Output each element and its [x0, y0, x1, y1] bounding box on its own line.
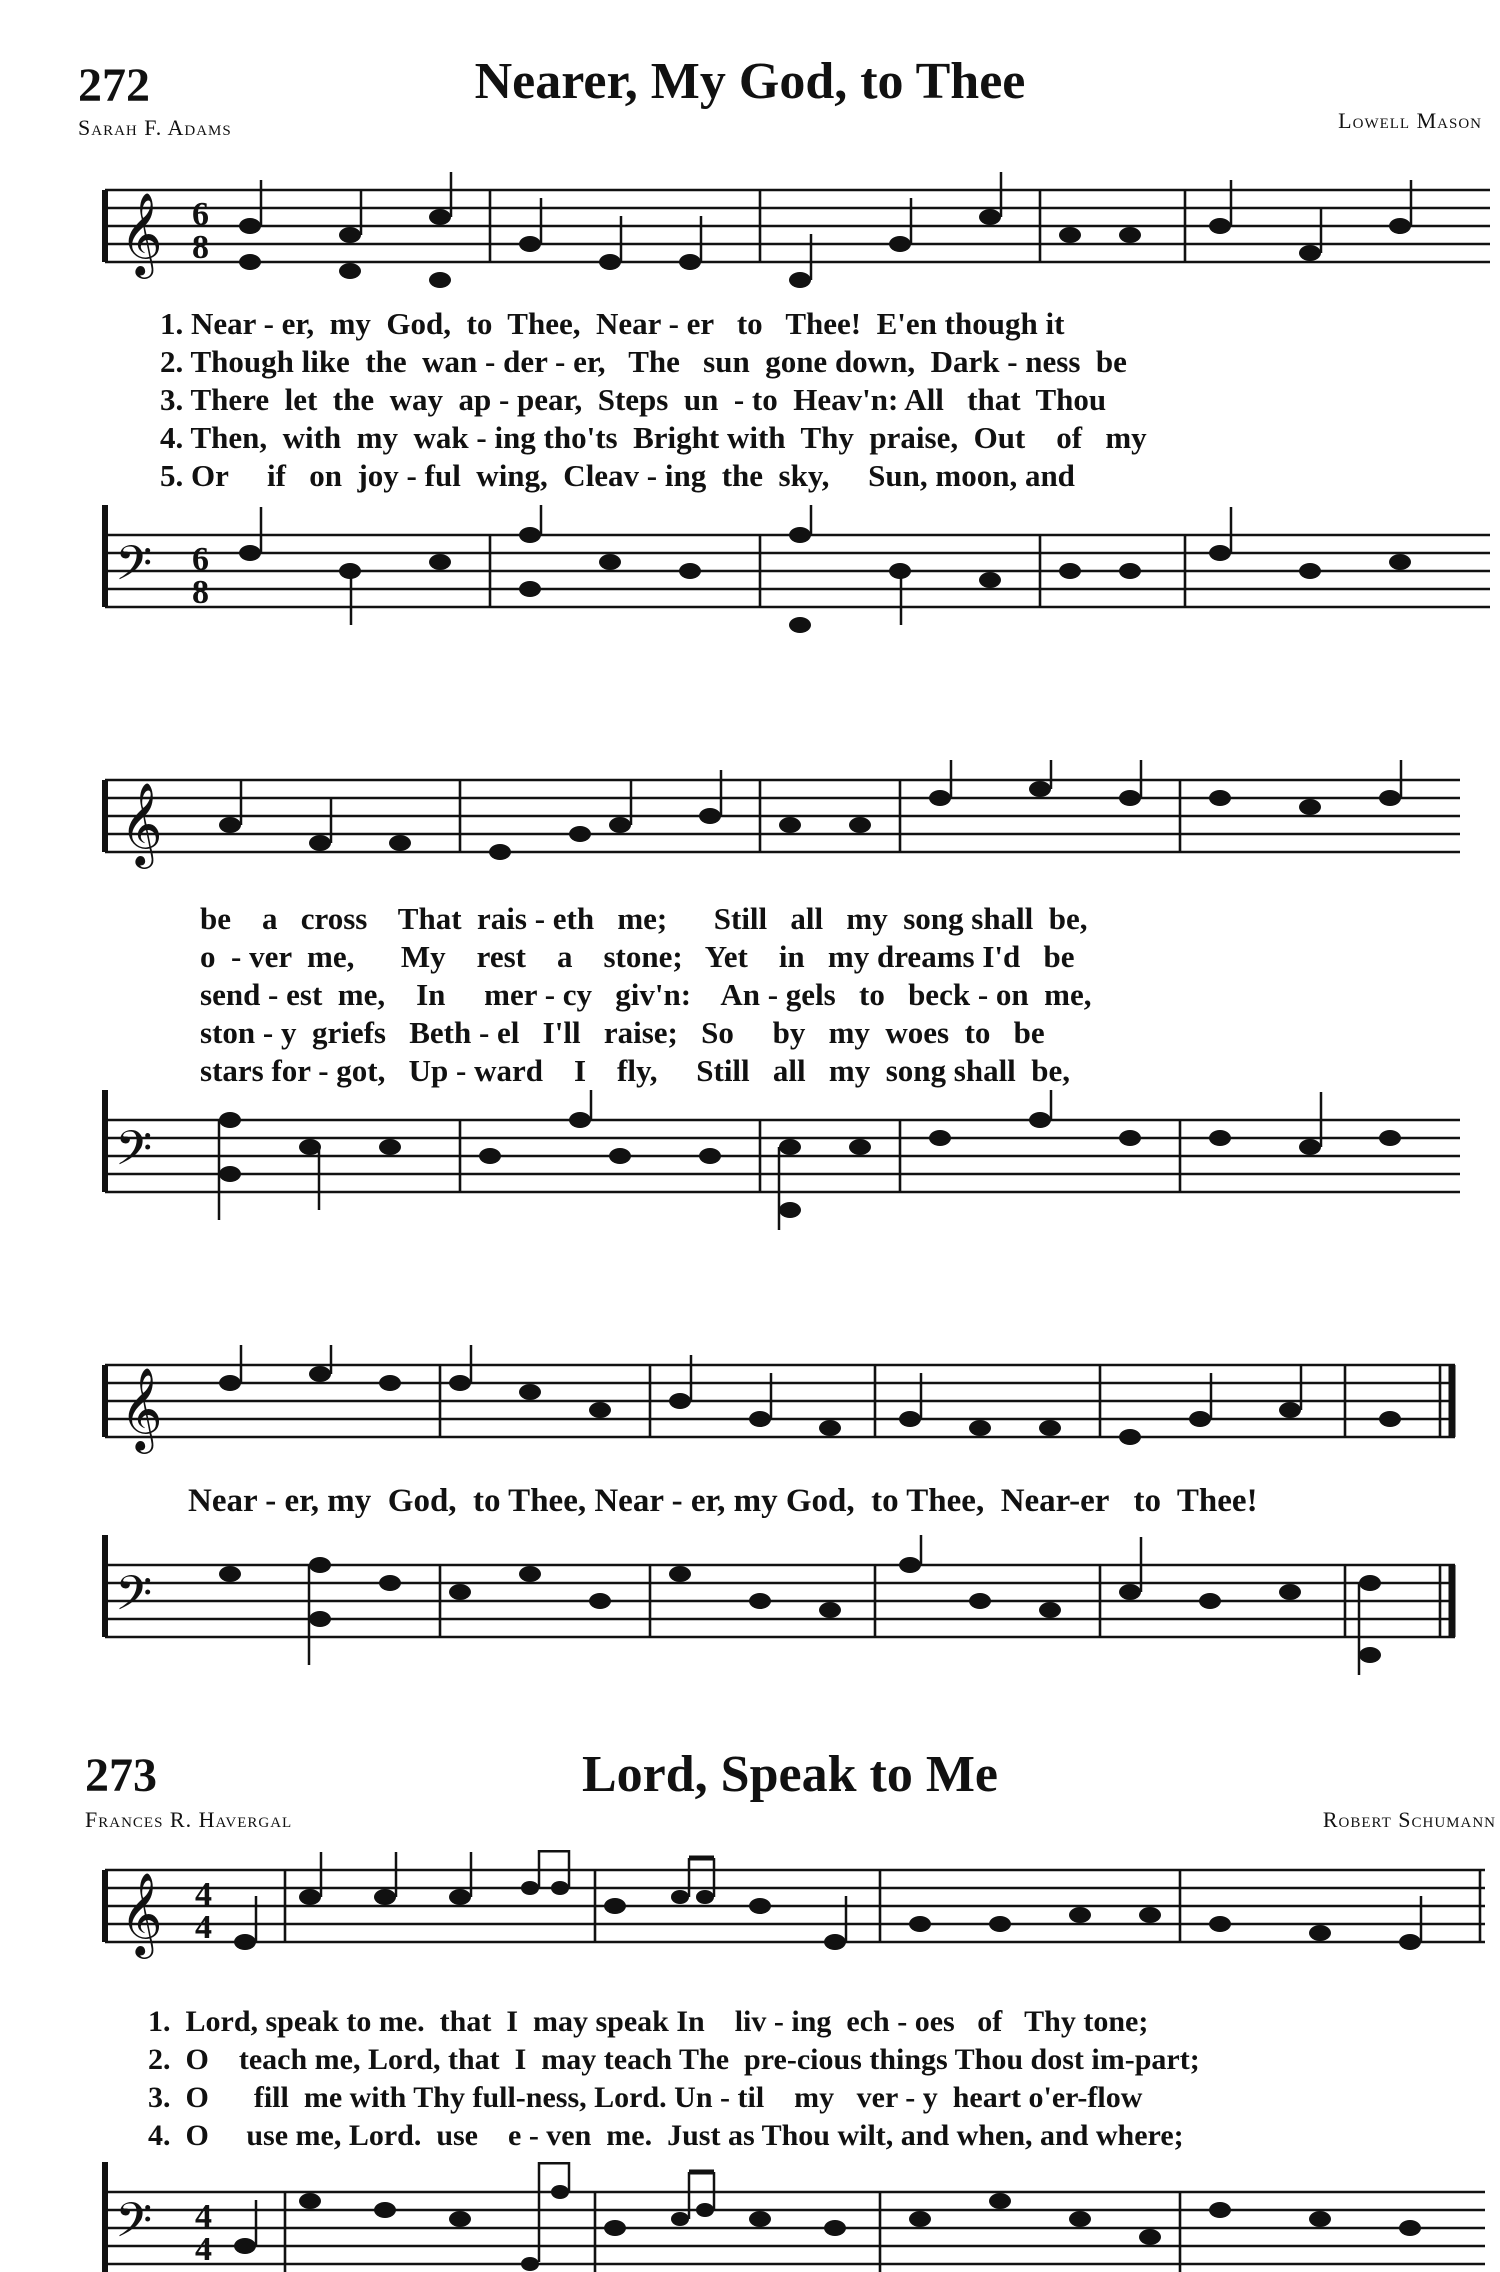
treble-staff — [0, 1345, 1500, 1485]
treble-staff — [0, 760, 1500, 900]
verse-line: 5. Or if on joy - ful wing, Cleav - ing the sky, Sun, moon, and — [160, 458, 1075, 493]
treble-clef-icon: 𝄞 — [120, 1366, 163, 1450]
svg-text:8: 8 — [192, 574, 209, 611]
words-credit: Sarah F. Adams — [78, 115, 232, 140]
verse-line: 2. O teach me, Lord, that I may teach The pre-cious things Thou dost im-part; — [148, 2043, 1200, 2076]
verse-block — [148, 2003, 1200, 2155]
treble-clef-icon: 𝄞 — [120, 191, 163, 275]
bass-clef-icon: 𝄢 — [115, 2192, 153, 2260]
verse-line: 4. Then, with my wak - ing tho'ts Bright with Thy praise, Out of my — [160, 420, 1147, 455]
bass-clef-icon: 𝄢 — [115, 1120, 153, 1188]
verse-line: o - ver me, My rest a stone; Yet in my dreams I'd be — [200, 939, 1075, 974]
refrain-line: Near - er, my God, to Thee, Near - er, my God, to Thee, Near-er to Thee! — [188, 1483, 1258, 1519]
svg-text:4: 4 — [195, 1876, 212, 1913]
svg-text:8: 8 — [192, 229, 209, 266]
verse-line: send - est me, In mer - cy giv'n: An - gels to beck - on me, — [200, 977, 1092, 1012]
treble-staff — [0, 170, 1500, 310]
verse-line: 1. Lord, speak to me. that I may speak In liv - ing ech - oes of Thy tone; — [148, 2005, 1149, 2038]
bass-staff — [0, 1535, 1500, 1685]
treble-staff — [0, 1850, 1500, 1990]
svg-text:4: 4 — [195, 1909, 212, 1946]
verse-block — [160, 305, 1147, 495]
verse-line: 3. There let the way ap - pear, Steps un - to Heav'n: All that Thou — [160, 382, 1107, 417]
verse-block — [200, 900, 1091, 1090]
verse-line: 1. Near - er, my God, to Thee, Near - er to Thee! E'en though it — [160, 306, 1065, 341]
bass-staff — [0, 1090, 1500, 1240]
hymn-title: Lord, Speak to Me — [582, 1746, 998, 1803]
bass-staff — [0, 2162, 1500, 2272]
music-credit: Lowell Mason — [1338, 108, 1482, 133]
verse-line: ston - y griefs Beth - el I'll raise; So by my woes to be — [200, 1015, 1045, 1050]
bass-staff — [0, 505, 1500, 655]
verse-line: 4. O use me, Lord. use e - ven me. Just as Thou wilt, and when, and where; — [148, 2119, 1184, 2152]
verse-line: 2. Though like the wan - der - er, The sun gone down, Dark - ness be — [160, 344, 1127, 379]
svg-text:6: 6 — [192, 541, 209, 578]
verse-line: be a cross That rais - eth me; Still all my song shall be, — [200, 901, 1088, 936]
verse-line: 3. O fill me with Thy full-ness, Lord. Un - til my ver - y heart o'er-flow — [148, 2081, 1143, 2114]
hymn-number: 273 — [85, 1749, 157, 1802]
svg-text:6: 6 — [192, 196, 209, 233]
music-credit: Robert Schumann — [1322, 1807, 1496, 1832]
treble-clef-icon: 𝄞 — [120, 781, 163, 865]
hymn-title: Nearer, My God, to Thee — [474, 53, 1026, 110]
treble-clef-icon: 𝄞 — [120, 1871, 163, 1955]
verse-line: stars for - got, Up - ward I fly, Still all my song shall be, — [200, 1053, 1071, 1088]
svg-text:4: 4 — [195, 2231, 212, 2268]
words-credit: Frances R. Havergal — [85, 1807, 293, 1832]
bass-clef-icon: 𝄢 — [115, 535, 153, 603]
bass-clef-icon: 𝄢 — [115, 1565, 153, 1633]
hymn-number: 272 — [78, 59, 150, 112]
svg-text:4: 4 — [195, 2198, 212, 2235]
